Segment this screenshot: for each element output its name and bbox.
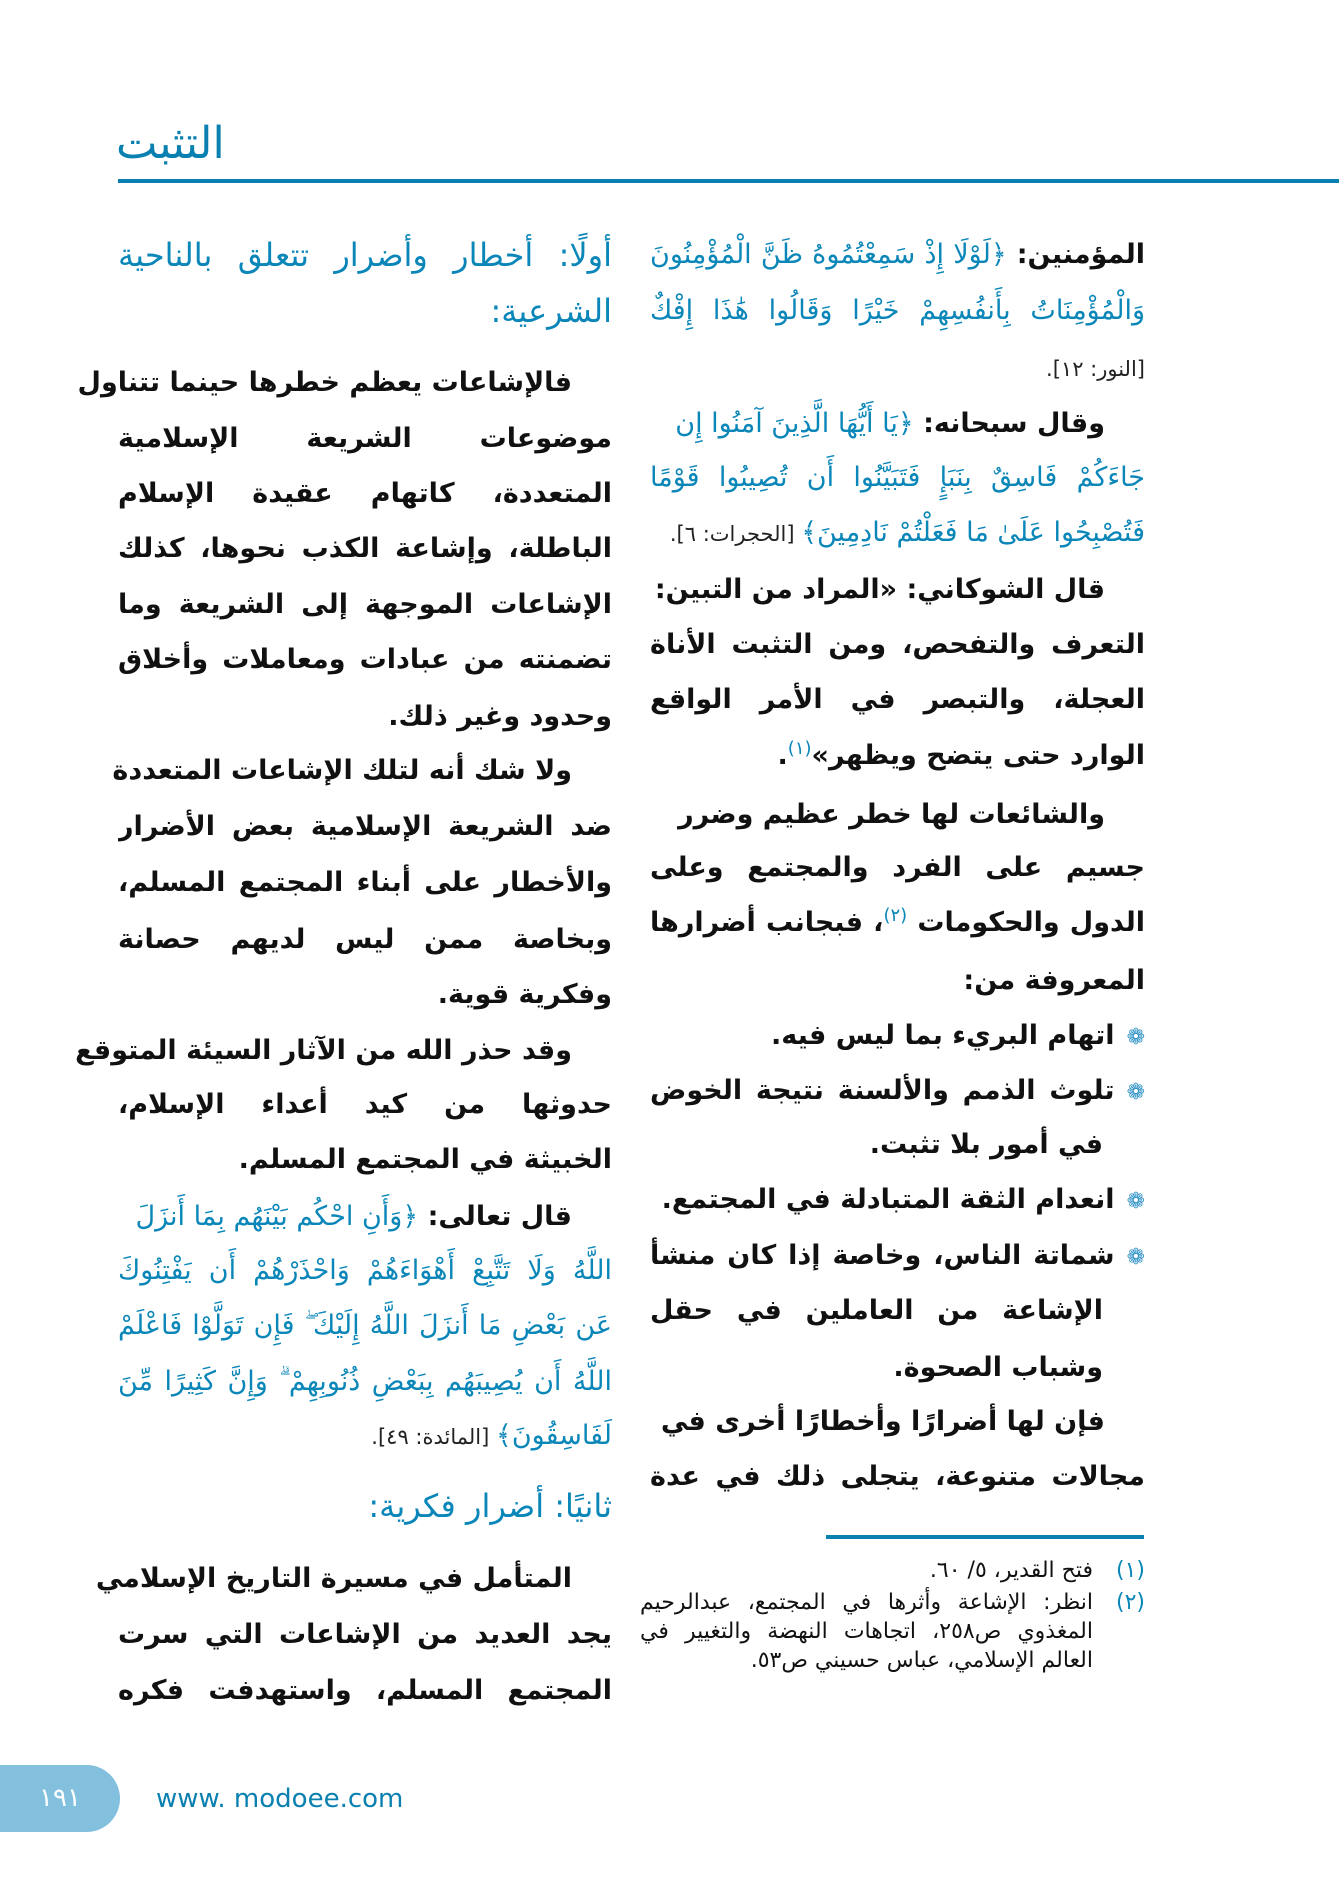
text-line (650, 840, 1145, 896)
body-text: وبخاصة ممن ليس لديهم حصانة (118, 923, 612, 955)
text-line (118, 227, 612, 283)
body-text: الوارد حتى يتضح ويظهر» (811, 739, 1145, 771)
text-line (118, 967, 612, 1023)
body-text: المعروفة من: (963, 964, 1145, 996)
text-line (118, 855, 612, 911)
text-line (650, 895, 1145, 951)
body-text: وقد حذر الله من الآثار السيئة المتوقع (75, 1034, 572, 1066)
text-line (118, 411, 612, 467)
text-line (650, 1063, 1145, 1119)
body-text: ، فبجانب أضرارها (650, 907, 884, 939)
body-text: قال الشوكاني: «المراد من التبين: (654, 574, 1105, 606)
quran-verse: جَاءَكُمْ فَاسِقٌ بِنَبَإٍ فَتَبَيَّنُوا أَن تُصِيبُوا قَوْمًا (650, 462, 1145, 494)
text-line (77, 355, 612, 411)
body-text: حدوثها من كيد أعداء الإسلام، (118, 1088, 612, 1120)
text-line (118, 466, 612, 522)
body-text: الباطلة، وإشاعة الكذب نحوها، كذلك (118, 533, 612, 565)
text-line (75, 1023, 612, 1079)
text-line (118, 1298, 612, 1354)
body-text: . (777, 739, 788, 771)
quran-verse: ﴿لَوْلَا إِذْ سَمِعْتُمُوهُ ظَنَّ الْمُؤْمِنُونَ (650, 239, 1007, 271)
quran-verse: اللَّهُ أَن يُصِيبَهُم بِبَعْضِ ذُنُوبِهِمْ ۗ وَإِنَّ كَثِيرًا مِّنَ (118, 1366, 612, 1398)
flower-bullet-icon: ❁ (1126, 1189, 1145, 1215)
body-text: فالإشاعات يعظم خطرها حينما تتناول (77, 367, 572, 399)
quran-verse: وَالْمُؤْمِنَاتُ بِأَنفُسِهِمْ خَيْرًا وَقَالُوا هَٰذَا إِفْكٌ (650, 294, 1145, 326)
text-line (650, 787, 1145, 843)
quran-verse: عَن بَعْضِ مَا أَنزَلَ اللَّهُ إِلَيْكَ ۖ فَإِن تَوَلَّوْا فَاعْلَمْ (118, 1309, 612, 1341)
flower-bullet-icon: ❁ (1126, 1079, 1145, 1105)
body-text: والشائعات لها خطر عظيم وضرر (678, 798, 1105, 830)
body-text: الإشاعات الموجهة إلى الشريعة وما (118, 588, 612, 620)
quran-verse: ﴿وَأَنِ احْكُم بَيْنَهُم بِمَا أَنزَلَ (135, 1201, 419, 1233)
footnote-number: (٢) (1115, 1590, 1145, 1615)
text-line (118, 1189, 612, 1245)
text-line (118, 1607, 612, 1663)
text-line (650, 505, 1145, 561)
text-line (118, 1408, 612, 1464)
text-line (118, 1354, 612, 1410)
body-text: العجلة، والتبصر في الأمر الواقع (650, 684, 1145, 716)
text-line (118, 1077, 612, 1133)
text-line (118, 521, 612, 577)
body-text: وفكرية قوية. (437, 979, 612, 1011)
verse-reference: [الحجرات: ٦]. (669, 521, 802, 546)
text-line (118, 1243, 612, 1299)
quran-verse: لَفَاسِقُونَ﴾ (496, 1420, 612, 1452)
text-line (650, 283, 1145, 339)
section-heading: أولًا: أخطار وأضرار تتعلق بالناحية (118, 236, 612, 275)
body-text: وقال سبحانه: (913, 408, 1105, 440)
body-text: شماتة الناس، وخاصة إذا كان منشأ (650, 1239, 1115, 1271)
body-text: التعرف والتفحص، ومن التثبت الأناة (650, 628, 1145, 660)
text-line (112, 743, 612, 799)
body-text: فإن لها أضرارًا وأخطارًا أخرى في (660, 1405, 1105, 1437)
body-text: وشباب الصحوة. (893, 1351, 1103, 1383)
quran-verse: اللَّهُ وَلَا تَتَّبِعْ أَهْوَاءَهُمْ وَاحْذَرْهُمْ أَن يَفْتِنُوكَ (118, 1255, 612, 1287)
verse-reference: [المائدة: ٤٩]. (371, 1425, 496, 1450)
body-text: الدول والحكومات (907, 907, 1145, 939)
body-text: المؤمنين: (1006, 239, 1145, 271)
body-text: اتهام البريء بما ليس فيه. (771, 1020, 1115, 1052)
text-line (118, 1663, 612, 1719)
verse-reference: [النور: ١٢]. (1046, 356, 1145, 381)
text-line (650, 672, 1145, 728)
body-text: تضمنته من عبادات ومعاملات وأخلاق (118, 644, 612, 676)
footnote-separator (826, 1535, 1144, 1539)
body-text: قال تعالى: (418, 1201, 572, 1233)
body-text: تلوث الذمم والألسنة نتيجة الخوض (650, 1074, 1115, 1106)
text-line (118, 577, 612, 633)
footnote-marker: (١) (787, 737, 812, 759)
text-line (650, 562, 1145, 618)
body-text: في أمور بلا تثبت. (869, 1128, 1103, 1160)
body-text: والأخطار على أبناء المجتمع المسلم، (118, 867, 612, 899)
text-line (650, 396, 1145, 452)
text-line (118, 632, 612, 688)
header-rule (118, 179, 1339, 183)
text-line (650, 1449, 1145, 1505)
text-line (650, 1394, 1145, 1450)
text-line (650, 1228, 1145, 1284)
text-line (650, 1008, 1145, 1064)
body-text: المجتمع المسلم، واستهدفت فكره (118, 1674, 612, 1706)
text-line (95, 1551, 612, 1607)
section-heading: ثانيًا: أضرار فكرية: (368, 1487, 612, 1526)
text-line (118, 1132, 612, 1188)
text-line (118, 1478, 612, 1534)
body-text: الإشاعة من العاملين في حقل (650, 1295, 1103, 1327)
text-line (650, 728, 1145, 784)
text-line (650, 617, 1145, 673)
body-text: المتعددة، كاتهام عقيدة الإسلام (118, 478, 612, 510)
body-text: جسيم على الفرد والمجتمع وعلى (650, 851, 1145, 883)
body-text: ضد الشريعة الإسلامية بعض الأضرار (118, 810, 612, 842)
text-line (118, 689, 612, 745)
footnote-1 (640, 1556, 1145, 1585)
body-text: موضوعات الشريعة الإسلامية (118, 422, 612, 454)
text-line (118, 283, 612, 339)
text-line (118, 799, 612, 855)
footnote-2 (640, 1588, 1145, 1675)
body-text: يجد العديد من الإشاعات التي سرت (118, 1619, 612, 1651)
body-text: ولا شك أنه لتلك الإشاعات المتعددة (112, 755, 572, 787)
running-header-title: التثبت (116, 118, 225, 169)
footnote-marker: (٢) (883, 905, 908, 927)
body-text: الخبيثة في المجتمع المسلم. (238, 1144, 612, 1176)
body-text: المتأمل في مسيرة التاريخ الإسلامي (95, 1562, 572, 1594)
quran-verse: فَتُصْبِحُوا عَلَىٰ مَا فَعَلْتُمْ نَادِمِينَ﴾ (801, 516, 1145, 548)
text-line (650, 450, 1145, 506)
text-line (650, 1172, 1145, 1228)
text-line (650, 227, 1145, 283)
website-link[interactable]: www. modoee.com (156, 1784, 404, 1814)
text-line (118, 912, 612, 968)
text-line (650, 340, 1145, 396)
section-heading: الشرعية: (490, 291, 612, 330)
text-line (650, 1283, 1145, 1339)
body-text: وحدود وغير ذلك. (388, 700, 612, 732)
footnote-text: انظر: الإشاعة وأثرها في المجتمع، عبدالرحيم المغذوي ص٢٥٨، اتجاهات النهضة والتغيير في العالم الإسلامي، عباس حسيني ص٥٣. (640, 1590, 1093, 1673)
body-text: انعدام الثقة المتبادلة في المجتمع. (661, 1184, 1115, 1216)
text-line (650, 953, 1145, 1009)
flower-bullet-icon: ❁ (1126, 1244, 1145, 1270)
body-text: مجالات متنوعة، يتجلى ذلك في عدة (650, 1461, 1145, 1493)
text-line (650, 1340, 1145, 1396)
footnote-text: فتح القدير، ٥/ ٦٠. (929, 1558, 1093, 1583)
quran-verse: ﴿يَا أَيُّهَا الَّذِينَ آمَنُوا إِن (675, 408, 914, 440)
footnote-number: (١) (1115, 1558, 1145, 1583)
flower-bullet-icon: ❁ (1126, 1025, 1145, 1051)
text-line (650, 1117, 1145, 1173)
page-number: ١٩١ (0, 1765, 120, 1832)
